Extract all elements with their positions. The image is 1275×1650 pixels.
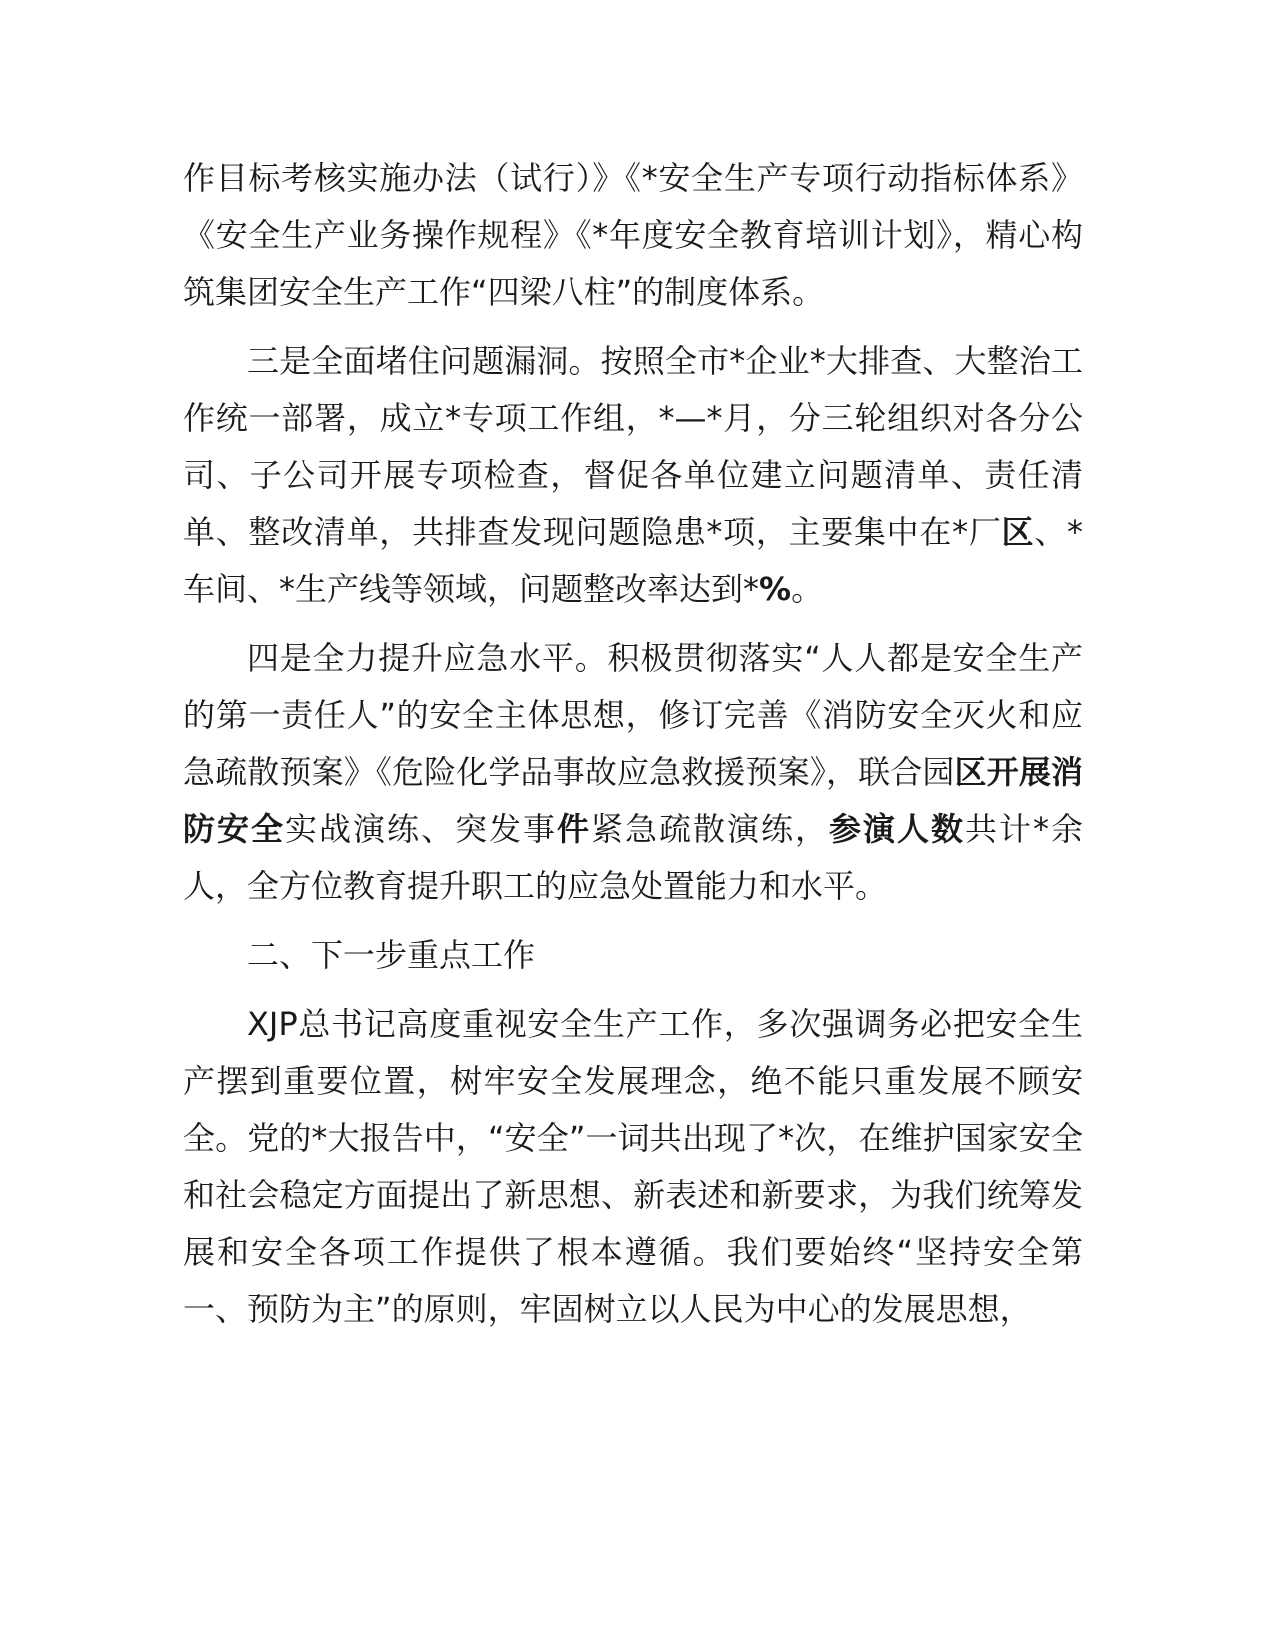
text-run: 作目标考核实施办法（试行）》《*安全生产专项行动指标体系》《安全生产业务操作规程》《*年度安全教育培训计划》，精心构筑集团安全生产工作“四梁八柱”的制度体系。 <box>183 159 1083 311</box>
text-run-bold: 区开展消防安全 <box>183 753 1083 848</box>
paragraph-point-three <box>183 333 1083 618</box>
text-run: 、*车间、*生产线等领域，问题整改率达到* <box>183 513 1083 608</box>
text-run: 共计*余人，全方位教育提升职工的应急处置能力和水平。 <box>183 810 1083 905</box>
text-run: 。 <box>791 570 824 608</box>
paragraph-next-steps-body <box>183 996 1083 1338</box>
text-run-bold: % <box>759 570 792 608</box>
paragraph-continuation <box>183 150 1083 321</box>
text-run: 三是全面堵住问题漏洞。按照全市*企业*大排查、大整治工作统一部署，成立*专项工作组，*—*月，分三轮组织对各分公司、子公司开展专项检查，督促各单位建立问题清单、责任清单、整改清单，共排查发现问题隐患*项，主要集中在*厂 <box>183 342 1083 551</box>
document-body <box>183 150 1083 1338</box>
text-run: 四是全力提升应急水平。积极贯彻落实“人人都是安全生产的第一责任人”的安全主体思想，修订完善《消防安全灭火和应急疏散预案》《危险化学品事故应急救援预案》，联合园 <box>183 639 1083 791</box>
text-run-bold: 区 <box>1001 513 1035 551</box>
text-run: XJP总书记高度重视安全生产工作，多次强调务必把安全生产摆到重要位置，树牢安全发展理念，绝不能只重发展不顾安全。党的*大报告中，“安全”一词共出现了*次，在维护国家安全和社会稳定方面提出了新思想、新表述和新要求，为我们统筹发展和安全各项工作提供了根本遵循。我们要始终“坚持安全第一、预防为主”的原则，牢固树立以人民为中心的发展思想， <box>183 1005 1083 1328</box>
section-heading-next-steps <box>183 927 1083 984</box>
paragraph-point-four <box>183 630 1083 915</box>
text-run: 紧急疏散演练， <box>590 810 829 848</box>
heading-text: 二、下一步重点工作 <box>247 936 536 974</box>
text-run: 实战演练、突发事 <box>285 810 557 848</box>
text-run-bold: 件 <box>556 810 591 848</box>
text-run-bold: 参演人数 <box>828 810 965 848</box>
